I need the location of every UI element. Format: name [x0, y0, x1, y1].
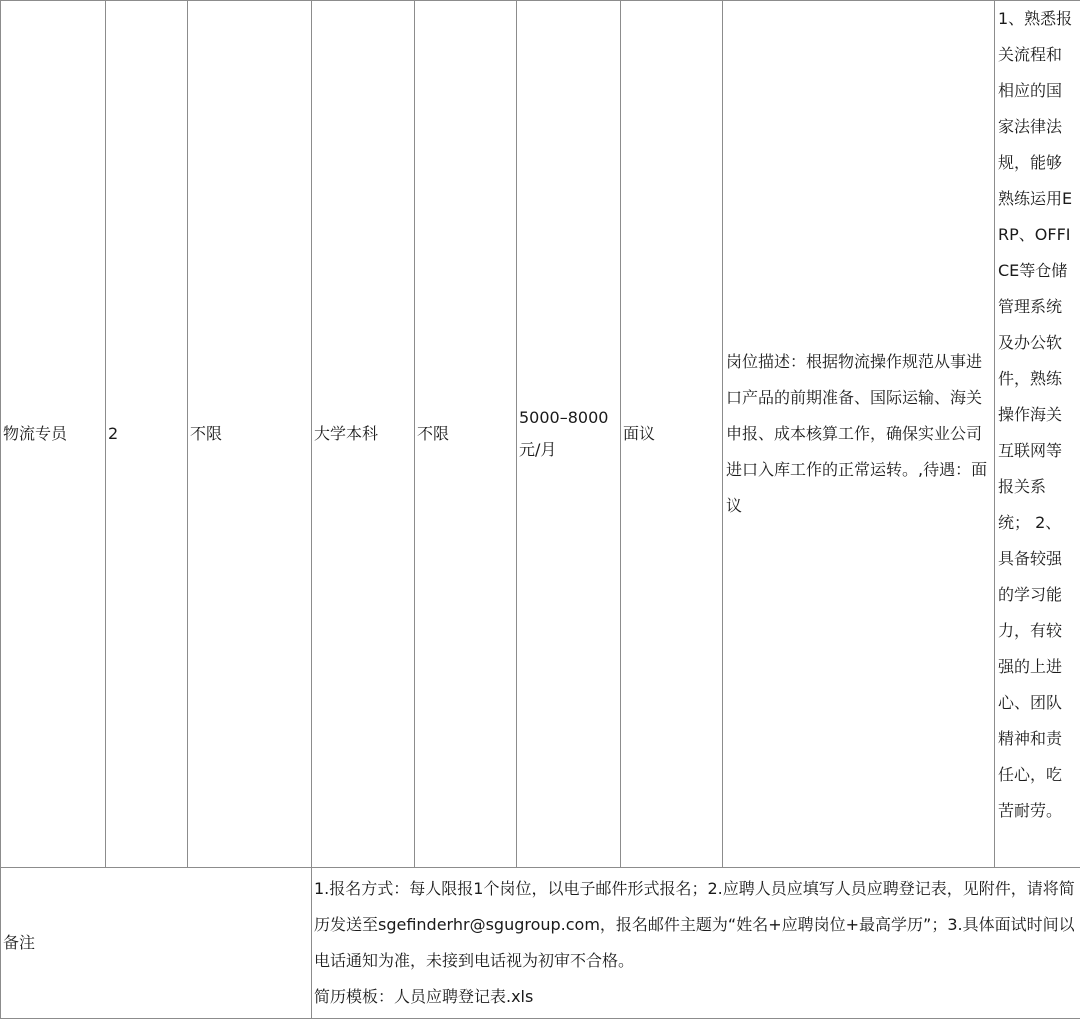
table-row [1, 1, 1080, 868]
job-description-cell: 岗位描述：根据物流操作规范从事进口产品的前期准备、国际运输、海关申报、成本核算工作，确保实业公司进口入库工作的正常运转。,待遇：面议 [723, 1, 995, 868]
unrestricted-cell: 不限 [415, 1, 517, 868]
education-cell: 大学本科 [312, 1, 415, 868]
note-label-cell: 备注 [1, 868, 312, 1019]
note-content-cell [312, 868, 1080, 1019]
job-requirements-cell: 1、熟悉报关流程和相应的国家法律法规，能够熟练运用ERP、OFFICE等仓储管理系统及办公软件，熟练操作海关互联网等报关系统； 2、具备较强的学习能力，有较强的上进心、团队精神和责任心，吃苦耐劳。 [995, 1, 1080, 868]
negotiable-cell: 面议 [621, 1, 723, 868]
table-row [1, 868, 1080, 1019]
unrestricted-cell: 不限 [188, 1, 312, 868]
note-instructions: 1.报名方式：每人限报1个岗位，以电子邮件形式报名；2.应聘人员应填写人员应聘登记表，见附件，请将简历发送至sgefinderhr@sgugroup.com，报名邮件主题为“姓名+应聘岗位+最高学历”；3.具体面试时间以电话通知为准，未接到电话视为初审不合格。 [314, 879, 1075, 970]
salary-cell: 5000–8000元/月 [517, 1, 621, 868]
headcount-cell: 2 [106, 1, 188, 868]
position-cell: 物流专员 [1, 1, 106, 868]
resume-template-link[interactable]: 简历模板：人员应聘登记表.xls [314, 987, 534, 1006]
